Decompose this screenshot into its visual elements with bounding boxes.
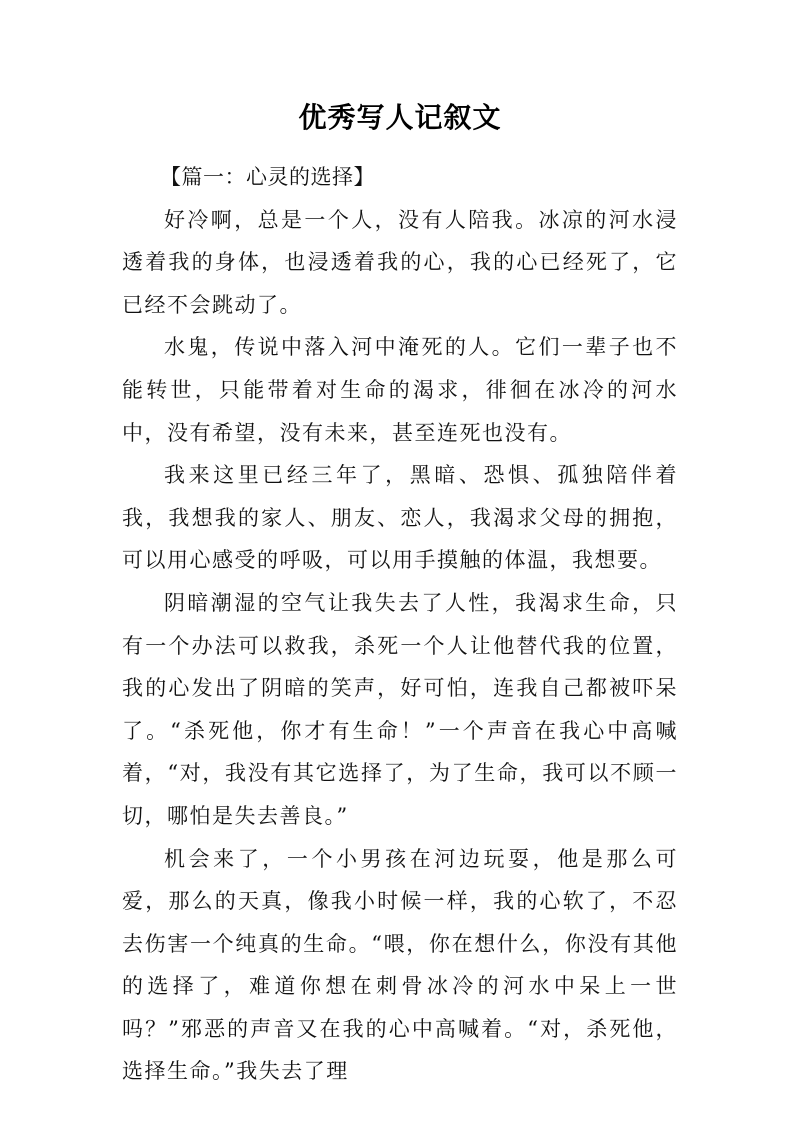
document-title: 优秀写人记叙文: [298, 101, 502, 134]
document-body: [122, 156, 678, 1093]
paragraph: 好冷啊，总是一个人，没有人陪我。冰凉的河水浸透着我的身体，也浸透着我的心，我的心已经死了，它已经不会跳动了。: [122, 207, 678, 317]
paragraph: 机会来了，一个小男孩在河边玩耍，他是那么可爱，那么的天真，像我小时候一样，我的心软了，不忍去伤害一个纯真的生命。“喂，你在想什么，你没有其他的选择了，难道你想在刺骨冰冷的河水中呆上一世吗？”邪恶的声音又在我的心中高喊着。“对，杀死他，选择生命。”我失去了理: [122, 846, 678, 1084]
paragraph: 我来这里已经三年了，黑暗、恐惧、孤独陪伴着我，我想我的家人、朋友、恋人，我渴求父母的拥抱，可以用心感受的呼吸，可以用手摸触的体温，我想要。: [122, 463, 678, 573]
paragraph: 阴暗潮湿的空气让我失去了人性，我渴求生命，只有一个办法可以救我，杀死一个人让他替代我的位置，我的心发出了阴暗的笑声，好可怕，连我自己都被吓呆了。“杀死他，你才有生命！”一个声音在我心中高喊着，“对，我没有其它选择了，为了生命，我可以不顾一切，哪怕是失去善良。”: [122, 590, 678, 828]
paragraph: 水鬼，传说中落入河中淹死的人。它们一辈子也不能转世，只能带着对生命的渴求，徘徊在冰冷的河水中，没有希望，没有未来，甚至连死也没有。: [122, 335, 678, 445]
section-heading: 【篇一：心灵的选择】: [160, 165, 375, 189]
